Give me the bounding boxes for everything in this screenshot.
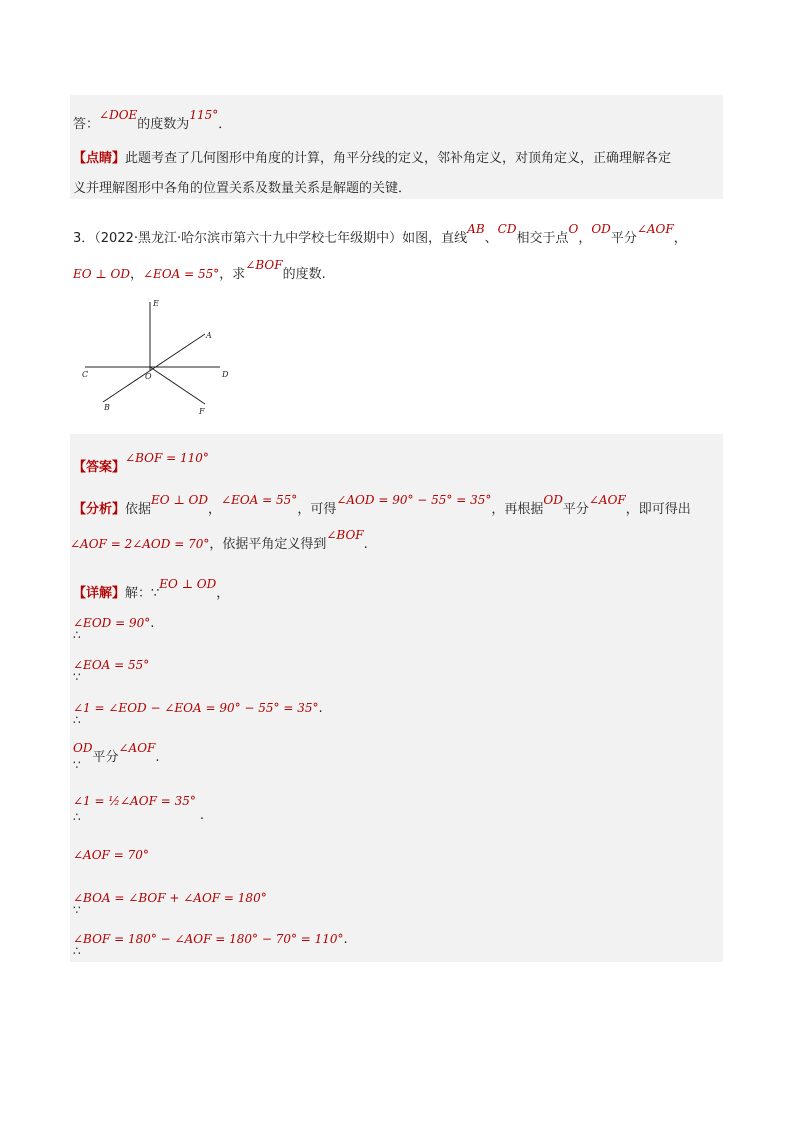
math-eoa: ∠EOA = 55° [143, 267, 220, 281]
an-text-5: 平分 [562, 502, 589, 517]
previous-answer-block [70, 95, 723, 199]
an-text-6: ，即可得出 [625, 502, 691, 517]
question-source: （2022·黑龙江·哈尔滨市第六十九中学校七年级期中） [94, 231, 403, 246]
question-line-1 [73, 222, 687, 246]
an-text-2: ， [208, 502, 222, 517]
answer-row [73, 451, 209, 475]
step-4-end: . [155, 750, 160, 765]
line-ab [103, 334, 205, 402]
an-math-1: EO ⊥ OD [151, 493, 209, 507]
detail-tag: 【详解】 [73, 586, 126, 601]
detail-text-1: 解：∵ [125, 586, 160, 601]
q-text-6: ， [673, 231, 687, 246]
comment-text-1: 此题考查了几何图形中角度的计算，角平分线的定义，邻补角定义，对顶角定义，正确理解各定 [125, 151, 672, 166]
math-ab: AB [467, 222, 485, 236]
label-e: E [153, 299, 159, 308]
an-math-3: ∠AOD = 90° − 55° = 35° [336, 493, 492, 507]
math-bof: ∠BOF [245, 258, 283, 272]
step-3-end: . [318, 701, 323, 716]
analysis-block [70, 478, 723, 566]
q-text-2: 、 [484, 231, 498, 246]
line-of [150, 367, 205, 404]
an-math-5: ∠AOF [588, 493, 626, 507]
step-7-expr: ∠BOA = ∠BOF + ∠AOF = 180° [73, 891, 267, 905]
an-math-6: ∠AOF = 2∠AOD = 70° [70, 537, 210, 551]
step-7-sym: ∵ [73, 903, 81, 917]
answer-tag: 【答案】 [73, 460, 126, 475]
step-2-sym: ∵ [73, 670, 81, 684]
step-5-expr: ∠1 = ½∠AOF = 35° [73, 794, 196, 808]
comment-text-2: 义并理解图形中各角的位置关系及数量关系是解题的关键． [73, 181, 412, 196]
an-math-4: OD [543, 493, 563, 507]
answer-value: 115° [189, 108, 219, 122]
detail-math-1: EO ⊥ OD [159, 577, 217, 591]
math-o: O [568, 222, 579, 236]
comment-line-1 [73, 147, 671, 166]
q-text-1: 如图，直线 [402, 231, 468, 246]
step-1-sym: ∴ [73, 628, 81, 642]
detail-step-5 [73, 794, 204, 824]
label-a: A [206, 331, 212, 340]
detail-head [73, 577, 230, 601]
answer-value-math: ∠BOF = 110° [125, 451, 209, 465]
step-3-expr: ∠1 = ∠EOD − ∠EOA = 90° − 55° = 35° [73, 701, 319, 715]
an-text-1: 依据 [125, 502, 152, 517]
question-number: 3． [73, 231, 95, 246]
q-text-9: 的度数. [282, 267, 326, 282]
step-4-expr: OD [73, 741, 93, 755]
detail-text-2: ， [216, 586, 230, 601]
analysis-line-2 [70, 528, 368, 552]
step-3-sym: ∴ [73, 713, 81, 727]
step-6-expr: ∠AOF = 70° [73, 848, 149, 862]
math-aof: ∠AOF [636, 222, 674, 236]
step-5-end: . [199, 808, 204, 823]
detail-step-1 [73, 616, 155, 642]
q-text-8: ，求 [219, 267, 246, 282]
step-4-expr2: ∠AOF [118, 741, 156, 755]
step-4-mid: 平分 [92, 750, 119, 765]
an-text-7: ，依据平角定义得到 [209, 537, 327, 552]
analysis-line-1 [73, 493, 691, 517]
step-5-sym: ∴ [73, 810, 81, 824]
step-2-expr: ∠EOA = 55° [73, 658, 150, 672]
label-c: C [82, 370, 89, 379]
step-8-end: . [343, 932, 348, 947]
an-text-4: ，再根据 [491, 502, 544, 517]
label-f: F [199, 407, 205, 416]
math-od: OD [591, 222, 611, 236]
q-text-4: ， [578, 231, 592, 246]
math-cd: CD [497, 222, 517, 236]
answer-block [70, 434, 723, 478]
answer-line [73, 108, 232, 132]
answer-mid: 的度数为 [137, 117, 190, 132]
detail-block [70, 566, 723, 962]
answer-end: ． [218, 117, 232, 132]
step-8-sym: ∴ [73, 944, 81, 958]
an-text-8: . [363, 537, 368, 552]
an-math-7: ∠BOF [326, 528, 364, 542]
q-text-5: 平分 [610, 231, 637, 246]
an-math-2: ∠EOA = 55° [221, 493, 298, 507]
geometry-figure [75, 292, 245, 422]
detail-step-2 [73, 658, 150, 684]
label-o: O [145, 372, 152, 381]
answer-prefix: 答： [73, 117, 100, 132]
detail-step-7 [73, 891, 267, 917]
q-text-3: 相交于点 [516, 231, 569, 246]
comment-tag: 【点睛】 [73, 151, 126, 166]
angle-doe: ∠DOE [99, 108, 138, 122]
step-1-expr: ∠EOD = 90° [73, 616, 151, 630]
question-line-2 [73, 258, 326, 282]
label-b: B [104, 403, 110, 412]
q-text-7: ， [129, 267, 143, 282]
detail-step-4 [73, 741, 160, 772]
label-d: D [222, 370, 229, 379]
step-8-expr: ∠BOF = 180° − ∠AOF = 180° − 70° = 110° [73, 932, 344, 946]
comment-line-2 [73, 177, 411, 196]
step-4-sym: ∵ [73, 758, 81, 772]
step-1-end: . [150, 616, 155, 631]
detail-step-8 [73, 932, 348, 958]
an-text-3: ，可得 [297, 502, 337, 517]
detail-step-6 [73, 848, 149, 863]
detail-step-3 [73, 701, 323, 727]
analysis-tag: 【分析】 [73, 502, 126, 517]
math-eo-perp-od: EO ⊥ OD [73, 267, 130, 281]
